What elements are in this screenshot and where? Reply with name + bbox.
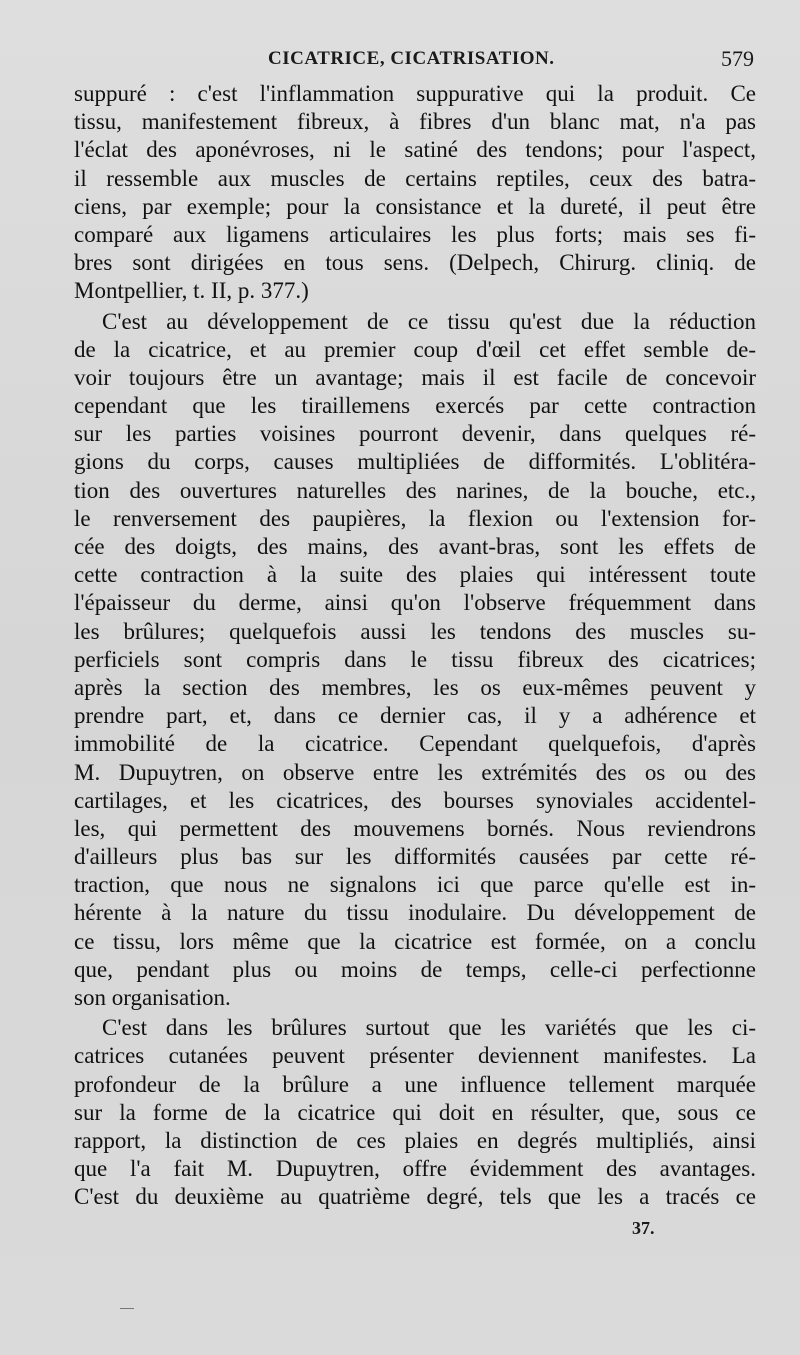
text-line: que l'a fait M. Dupuytren, offre évidemment des avantages. (74, 1156, 756, 1182)
text-line: le renversement des paupières, la flexion ou l'extension for- (74, 505, 756, 531)
text-line: cée des doigts, des mains, des avant-bras, sont les effets de (74, 534, 756, 559)
text-line: gions du corps, causes multipliées de difformités. L'oblitéra- (74, 449, 756, 475)
running-title: CICATRICE, CICATRISATION. (268, 48, 555, 69)
margin-dash (120, 1308, 134, 1309)
text-line: tissu, manifestement fibreux, à fibres d'un blanc mat, n'a pas (74, 109, 756, 135)
text-line: l'épaisseur du derme, ainsi qu'on l'observe fréquemment dans (74, 590, 756, 616)
text-line: l'éclat des aponévroses, ni le satiné des tendons; pour l'aspect, (74, 137, 756, 163)
text-line: perficiels sont compris dans le tissu fibreux des cicatrices; (74, 646, 756, 672)
text-line: immobilité de la cicatrice. Cependant quelquefois, d'après (74, 731, 756, 757)
running-head (0, 44, 800, 74)
page-number: 579 (721, 46, 754, 71)
text-line: Montpellier, t. II, p. 377.) (74, 278, 309, 304)
text-line: sur les parties voisines pourront devenir, dans quelques ré- (74, 421, 756, 447)
text-line: les brûlures; quelquefois aussi les tendons des muscles su- (74, 618, 756, 644)
text-line: il ressemble aux muscles de certains reptiles, ceux des batra- (74, 165, 756, 191)
text-line: ciens, par exemple; pour la consistance et la dureté, il peut être (74, 193, 756, 219)
text-line: rapport, la distinction de ces plaies en degrés multipliés, ainsi (74, 1127, 756, 1153)
text-line: profondeur de la brûlure a une influence tellement marquée (74, 1071, 756, 1097)
text-line: C'est dans les brûlures surtout que les variétés que les ci- (102, 1015, 756, 1041)
signature-mark: 37. (632, 1218, 655, 1238)
text-line: voir toujours être un avantage; mais il est facile de concevoir (74, 364, 756, 390)
body-text (74, 80, 756, 1212)
text-line: ce tissu, lors même que la cicatrice est formée, on a conclu (74, 928, 756, 954)
text-line: hérente à la nature du tissu inodulaire. Du développement de (74, 900, 756, 926)
paragraph-1 (74, 80, 756, 306)
text-line: cette contraction à la suite des plaies qui intéressent toute (74, 562, 756, 588)
text-line: cependant que les tiraillemens exercés par cette contraction (74, 393, 756, 419)
paragraph-3 (74, 1014, 756, 1211)
text-line: M. Dupuytren, on observe entre les extrémités des os ou des (74, 759, 756, 785)
text-line: traction, que nous ne signalons ici que parce qu'elle est in- (74, 872, 756, 898)
text-line: C'est du deuxième au quatrième degré, tels que les a tracés ce (74, 1184, 756, 1210)
text-line: comparé aux ligamens articulaires les plus forts; mais ses fi- (74, 221, 756, 247)
text-line: les, qui permettent des mouvemens bornés. Nous reviendrons (74, 815, 756, 841)
text-line: sur la forme de la cicatrice qui doit en résulter, que, sous ce (74, 1099, 756, 1125)
text-line: que, pendant plus ou moins de temps, celle-ci perfectionne (74, 956, 756, 982)
text-line: de la cicatrice, et au premier coup d'œil cet effet semble de- (74, 336, 756, 362)
text-line: cartilages, et les cicatrices, des bourses synoviales accidentel- (74, 787, 756, 813)
text-line: C'est au développement de ce tissu qu'est due la réduction (102, 308, 756, 334)
text-line: tion des ouvertures naturelles des narines, de la bouche, etc., (74, 477, 756, 503)
text-line: bres sont dirigées en tous sens. (Delpech, Chirurg. cliniq. de (74, 250, 756, 276)
text-line: prendre part, et, dans ce dernier cas, il y a adhérence et (74, 703, 756, 729)
text-line: catrices cutanées peuvent présenter deviennent manifestes. La (74, 1043, 756, 1069)
text-line: d'ailleurs plus bas sur les difformités causées par cette ré- (74, 844, 756, 870)
text-line: suppuré : c'est l'inflammation suppurative qui la produit. Ce (74, 81, 756, 106)
paragraph-2 (74, 308, 756, 1013)
text-line: son organisation. (74, 985, 231, 1010)
text-line: après la section des membres, les os eux-mêmes peuvent y (74, 674, 756, 700)
